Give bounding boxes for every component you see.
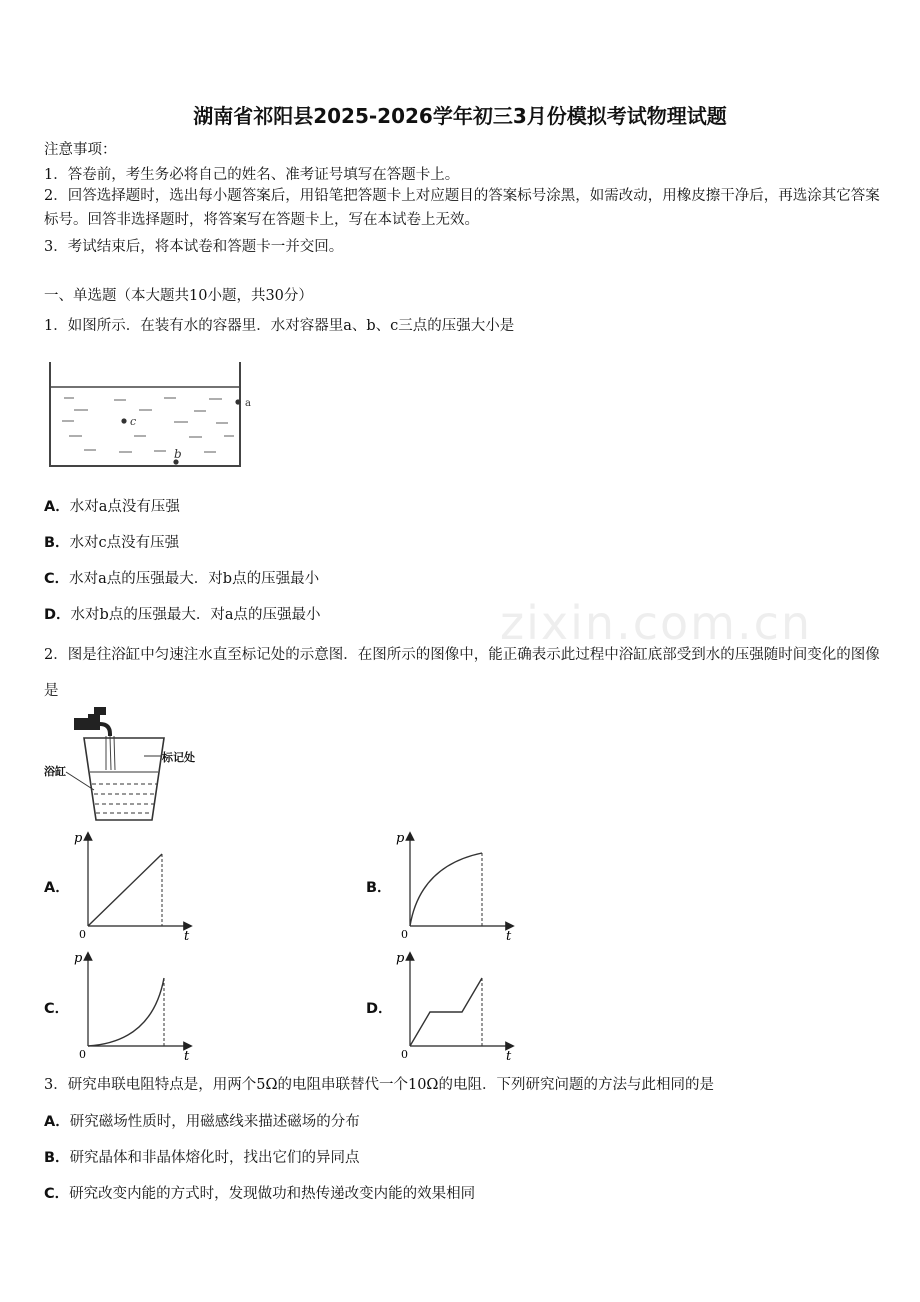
x-axis-label: t bbox=[506, 1049, 512, 1064]
q2-option-c-graph[interactable] bbox=[76, 946, 196, 1064]
mark-label: 标记处 bbox=[162, 751, 195, 764]
pressure-curve bbox=[88, 978, 164, 1046]
question-2-stem: 2．图是往浴缸中匀速注水直至标记处的示意图．在图所示的图像中，能正确表示此过程中浴缸底部受到水的压强随时间变化的图像是 bbox=[44, 647, 880, 699]
q2-option-b-graph[interactable] bbox=[398, 826, 518, 944]
y-axis-label: p bbox=[396, 951, 405, 966]
y-axis-label: p bbox=[74, 831, 83, 846]
notice-heading: 注意事项： bbox=[44, 142, 117, 158]
question-1-stem: 1．如图所示．在装有水的容器里．水对容器里a、b、c三点的压强大小是 bbox=[44, 318, 515, 334]
exam-title: 湖南省祁阳县2025-2026学年初三3月份模拟考试物理试题 bbox=[193, 104, 727, 128]
origin-label: 0 bbox=[401, 1048, 408, 1061]
q2-option-b-label[interactable]: B． bbox=[366, 880, 392, 896]
notice-item-3: 3．考试结束后，将本试卷和答题卡一并交回。 bbox=[44, 239, 344, 255]
pressure-curve bbox=[410, 978, 482, 1046]
bathtub-figure bbox=[44, 704, 214, 824]
bathtub-label: 浴缸 bbox=[44, 765, 66, 778]
y-axis-label: p bbox=[74, 951, 83, 966]
x-axis-label: t bbox=[184, 929, 190, 944]
notice-item-2: 2．回答选择题时，选出每小题答案后，用铅笔把答题卡上对应题目的答案标号涂黑，如需改动，用橡皮擦干净后，再选涂其它答案标号。回答非选择题时，将答案写在答题卡上，写在本试卷上无效。 bbox=[44, 188, 880, 228]
q3-option-c[interactable]: C．研究改变内能的方式时，发现做功和热传递改变内能的效果相同 bbox=[44, 1186, 476, 1202]
point-b-label: b bbox=[174, 447, 182, 461]
watermark: zixin.com.cn bbox=[500, 596, 813, 650]
water-container-figure bbox=[44, 358, 264, 472]
q3-option-a[interactable]: A．研究磁场性质时，用磁感线来描述磁场的分布 bbox=[44, 1114, 360, 1130]
q2-option-a-graph[interactable] bbox=[76, 826, 196, 944]
q1-option-a[interactable]: A．水对a点没有压强 bbox=[44, 499, 180, 515]
x-axis-label: t bbox=[506, 929, 512, 944]
q2-option-d-graph[interactable] bbox=[398, 946, 518, 1064]
point-c-label: c bbox=[130, 415, 137, 428]
origin-label: 0 bbox=[79, 1048, 86, 1061]
pressure-curve bbox=[410, 853, 482, 926]
origin-label: 0 bbox=[79, 928, 86, 941]
q1-option-d[interactable]: D．水对b点的压强最大．对a点的压强最小 bbox=[44, 607, 321, 623]
q2-option-c-label[interactable]: C． bbox=[44, 1001, 70, 1017]
q2-option-a-label[interactable]: A． bbox=[44, 880, 70, 896]
notice-item-1: 1．答卷前，考生务必将自己的姓名、准考证号填写在答题卡上。 bbox=[44, 167, 460, 183]
pressure-curve bbox=[88, 854, 162, 926]
section-heading: 一、单选题（本大题共10小题，共30分） bbox=[44, 288, 313, 304]
q2-option-d-label[interactable]: D． bbox=[366, 1001, 393, 1017]
q1-option-c[interactable]: C．水对a点的压强最大．对b点的压强最小 bbox=[44, 571, 320, 587]
q1-option-b[interactable]: B．水对c点没有压强 bbox=[44, 535, 180, 551]
x-axis-label: t bbox=[184, 1049, 190, 1064]
y-axis-label: p bbox=[396, 831, 405, 846]
question-3-stem: 3．研究串联电阻特点是，用两个5Ω的电阻串联替代一个10Ω的电阻．下列研究问题的方法与此相同的是 bbox=[44, 1077, 714, 1093]
point-a-label: a bbox=[245, 398, 251, 409]
origin-label: 0 bbox=[401, 928, 408, 941]
q3-option-b[interactable]: B．研究晶体和非晶体熔化时，找出它们的异同点 bbox=[44, 1150, 360, 1166]
